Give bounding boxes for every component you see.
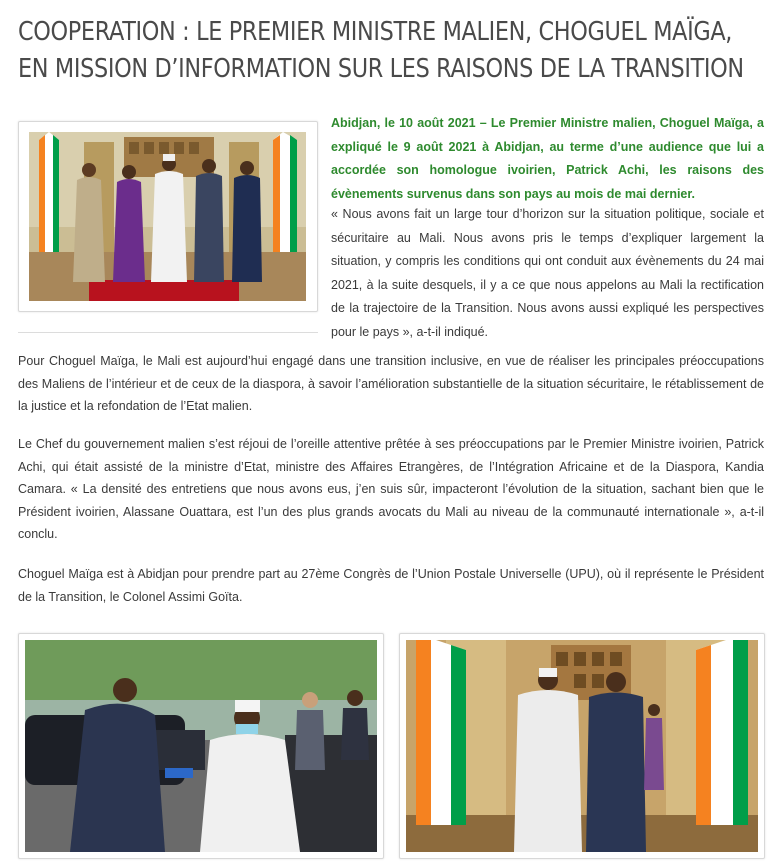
divider-line xyxy=(18,332,318,333)
group-photo-frame xyxy=(18,121,318,312)
officials-photo xyxy=(406,640,758,852)
greeting-photo-frame xyxy=(18,633,384,859)
article-paragraph: Pour Choguel Maïga, le Mali est aujourd’hui engagé dans une transition inclusive, en vue de réaliser les principales préoccupations des Maliens de l’intérieur et de ceux de la diaspora, à savoir l’amélioration substantielle de la situation sécuritaire, le rétablissement de la justice et la refondation de l’Etat malien. xyxy=(18,354,764,413)
greeting-photo xyxy=(25,640,377,852)
article-paragraph: Choguel Maïga est à Abidjan pour prendre part au 27ème Congrès de l’Union Postale Universelle (UPU), où il représente le Président de la Transition, le Colonel Assimi Goïta. xyxy=(18,567,764,604)
article-quote: « Nous avons fait un large tour d’horizon sur la situation politique, sociale et sécuritaire au Mali. Nous avons pris le temps d’expliquer largement la situation, y compris les conditions qui ont conduit aux évènements du 24 mai 2021, à la suite desquels, il y a ce que nous appelons au Mali la rectification de la trajectoire de la Transition. Nous avons aussi expliqué les perspectives pour le pays », a-t-il indiqué. xyxy=(331,207,764,339)
article-lead: Abidjan, le 10 août 2021 – Le Premier Ministre malien, Choguel Maïga, a expliqué le 9 août 2021 à Abidjan, au terme d’une audience que lui a accordée son homologue ivoirien, Patrick Achi, les raisons des évènements survenus dans son pays au mois de mai dernier. xyxy=(331,116,764,201)
officials-photo-frame xyxy=(399,633,765,859)
article-paragraph: Le Chef du gouvernement malien s’est réjoui de l’oreille attentive prêtée à ses préoccupations par le Premier Ministre ivoirien, Patrick Achi, qui était assisté de la ministre d’Etat, ministre des Affaires Etrangères, de l’Intégration Africaine et de la Diaspora, Kandia Camara. « La densité des entretiens que nous avons eus, j’en suis sûr, impacteront l’évolution de la situation, sachant bien que le Président ivoirien, Alassane Ouattara, est l’un des plus grands avocats du Mali au niveau de la communauté internationale », a-t-il conclu. xyxy=(18,437,764,541)
group-photo xyxy=(29,132,306,301)
article-title: COOPERATION : LE PREMIER MINISTRE MALIEN, CHOGUEL MAÏGA, EN MISSION D’INFORMATION SUR LES RAISONS DE LA TRANSITION xyxy=(18,17,744,84)
